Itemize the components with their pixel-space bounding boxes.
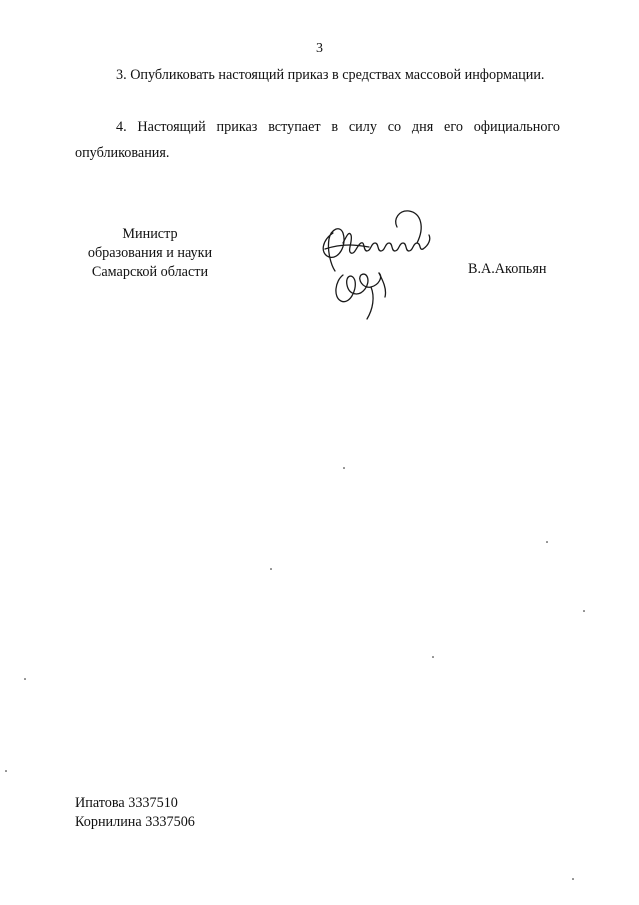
handwritten-signature bbox=[313, 205, 438, 325]
scan-speck bbox=[5, 770, 7, 772]
scan-speck bbox=[24, 678, 26, 680]
signer-position-line-1: Министр bbox=[122, 226, 178, 242]
scan-speck bbox=[432, 656, 434, 658]
scan-speck bbox=[343, 467, 345, 469]
signer-position-line-3: Самарской области bbox=[91, 264, 209, 280]
scan-speck bbox=[583, 610, 585, 612]
contact-line-2: Корнилина 3337506 bbox=[75, 814, 195, 830]
paragraph-item-4: 4. Настоящий приказ вступает в силу со дня его официального опубликования. bbox=[75, 119, 560, 161]
scan-speck bbox=[546, 541, 548, 543]
signer-position bbox=[70, 225, 230, 282]
signer-name: В.А.Акопьян bbox=[468, 261, 547, 277]
page-number: 3 bbox=[316, 41, 323, 56]
scan-speck bbox=[572, 878, 574, 880]
contacts-block bbox=[75, 794, 195, 832]
scan-speck bbox=[270, 568, 272, 570]
contact-line-1: Ипатова 3337510 bbox=[75, 795, 178, 811]
signer-position-line-2: образования и науки bbox=[87, 245, 213, 261]
paragraph-item-3: 3. Опубликовать настоящий приказ в средствах массовой информации. bbox=[116, 67, 545, 83]
